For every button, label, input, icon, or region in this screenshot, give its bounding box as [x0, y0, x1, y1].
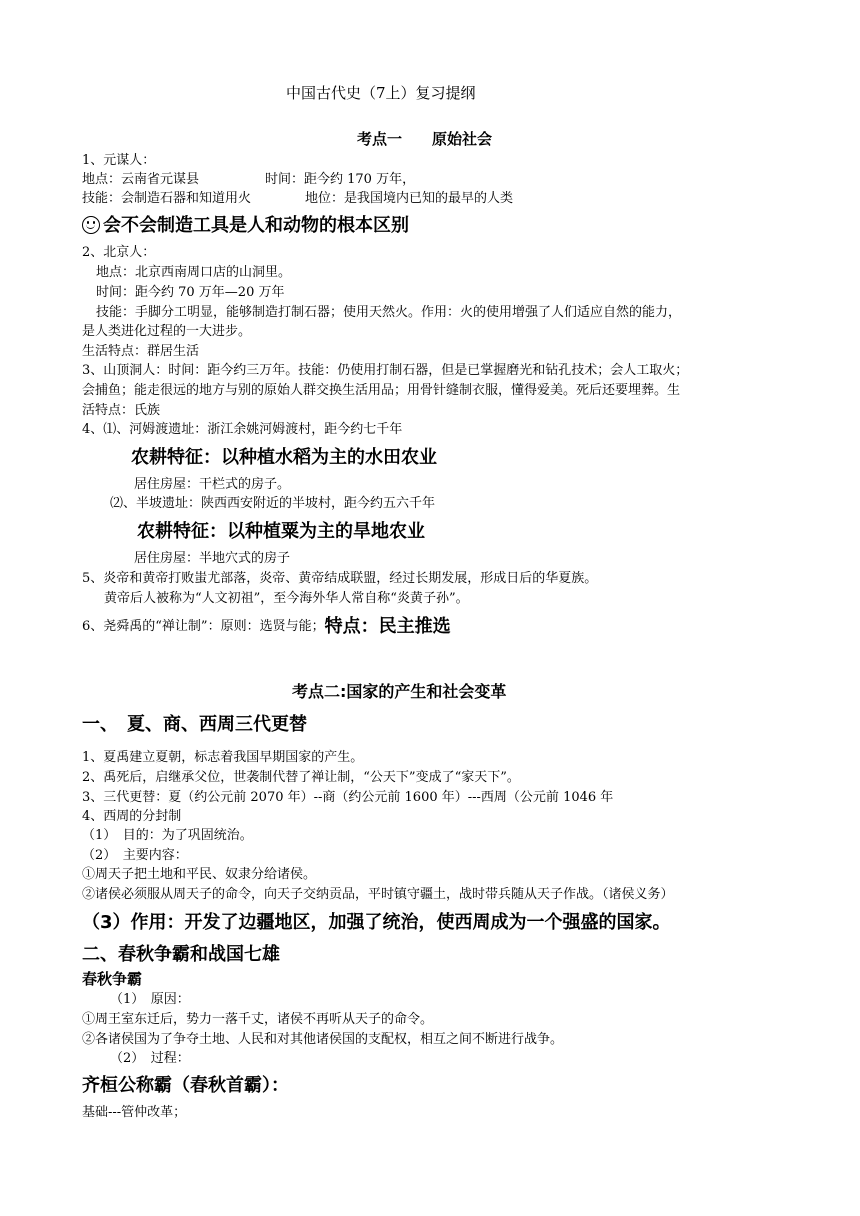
chunqiu-process: （2） 过程：	[110, 1051, 190, 1066]
fenfeng-effect: （3）作用：开发了边疆地区，加强了统治，使西周成为一个强盛的国家。	[82, 912, 671, 933]
yuanmou-place: 地点：云南省元谋县	[82, 172, 200, 187]
shanrang-text: 6、尧舜禹的“禅让制”：原则：选贤与能；	[82, 619, 325, 634]
banpo-heading: ⑵、半坡遗址：陕西西安附近的半坡村，距今约五六千年	[110, 496, 436, 511]
fenfeng-content: （2） 主要内容：	[82, 848, 188, 863]
yuanmou-heading: 1、元谋人：	[82, 153, 156, 168]
hereditary-system: 2、禹死后，启继承父位，世袭制代替了禅让制，“公天下”变成了“家天下”。	[82, 770, 520, 785]
three-dynasties: 3、三代更替：夏（约公元前 2070 年）--商（约公元前 1600 年）---西周（公元前 1046 年	[82, 790, 614, 805]
section-heading-2: 考点二:国家的产生和社会变革	[292, 682, 507, 701]
chunqiu-reason-2: ②各诸侯国为了争夺土地、人民和对其他诸侯国的支配权，相互之间不断进行战争。	[82, 1032, 564, 1047]
yuanmou-status: 地位：是我国境内已知的最早的人类	[305, 191, 514, 206]
shanding-line-2: 会捕鱼；能走很远的地方与别的原始人群交换生活用品；用骨针缝制衣服，懂得爱美。死后还要埋葬。生	[82, 383, 681, 398]
beijing-place: 地点：北京西南周口店的山洞里。	[96, 265, 292, 280]
shanrang-line	[82, 616, 451, 638]
doc-title: 中国古代史（7上）复习提纲	[286, 84, 476, 102]
qi-huangong-heading: 齐桓公称霸（春秋首霸）：	[82, 1075, 289, 1096]
beijing-time: 时间：距今约 70 万年—20 万年	[96, 285, 285, 300]
chunqiu-reason-1: ①周王室东迁后，势力一落千丈，诸侯不再听从天子的命令。	[82, 1012, 434, 1027]
hemudu-house: 居住房屋：干栏式的房子。	[134, 477, 291, 492]
fenfeng-content-2: ②诸侯必须服从周天子的命令，向天子交纳贡品，平时镇守疆土，战时带兵随从天子作战。（诸侯义务）	[82, 887, 674, 902]
beijing-skill-1: 技能：手脚分工明显，能够制造打制石器；使用天然火。作用：火的使用增强了人们适应自然的能力，	[96, 305, 682, 320]
shanding-line-3: 活特点：氏族	[82, 403, 161, 418]
fenfeng-heading: 4、西周的分封制	[82, 809, 182, 824]
smiley-icon	[82, 216, 100, 234]
part2-heading: 二、春秋争霸和战国七雄	[82, 944, 280, 965]
shanding-line-1: 3、山顶洞人：时间：距今约三万年。技能：仍使用打制石器，但是已掌握磨光和钻孔技术；会人工取火；	[82, 363, 689, 378]
guanzhong-reform: 基础---管仲改革；	[82, 1105, 187, 1120]
yanhuang-line-2: 黄帝后人被称为“人文初祖”，至今海外华人常自称“炎黄子孙”。	[104, 591, 469, 606]
key-point-tools-text: 会不会制造工具是人和动物的根本区别	[103, 215, 409, 236]
chunqiu-reason: （1） 原因：	[110, 992, 190, 1007]
section-heading-1: 考点一 原始社会	[357, 130, 493, 148]
banpo-house: 居住房屋：半地穴式的房子	[134, 551, 291, 566]
yuanmou-skill: 技能：会制造石器和知道用火	[82, 191, 252, 206]
yanhuang-line-1: 5、炎帝和黄帝打败蚩尤部落，炎帝、黄帝结成联盟，经过长期发展，形成日后的华夏族。	[82, 571, 598, 586]
banpo-farming: 农耕特征：以种植粟为主的旱地农业	[137, 521, 425, 542]
shanrang-key: 特点：民主推选	[324, 616, 451, 637]
key-point-tools	[82, 215, 409, 237]
beijing-skill-2: 是人类进化过程的一大进步。	[82, 324, 252, 339]
chunqiu-subheading: 春秋争霸	[82, 970, 143, 988]
beijing-life: 生活特点：群居生活	[82, 344, 200, 359]
hemudu-farming: 农耕特征：以种植水稻为主的水田农业	[131, 447, 437, 468]
beijing-heading: 2、北京人：	[82, 245, 156, 260]
fenfeng-purpose: （1） 目的：为了巩固统治。	[82, 828, 253, 843]
part1-heading: 一、 夏、商、西周三代更替	[82, 714, 307, 735]
hemudu-heading: 4、⑴、河姆渡遗址：浙江余姚河姆渡村，距今约七千年	[82, 422, 403, 437]
yuanmou-time: 时间：距今约 170 万年，	[265, 172, 416, 187]
xia-founding: 1、夏禹建立夏朝，标志着我国早期国家的产生。	[82, 750, 364, 765]
fenfeng-content-1: ①周天子把土地和平民、奴隶分给诸侯。	[82, 867, 317, 882]
